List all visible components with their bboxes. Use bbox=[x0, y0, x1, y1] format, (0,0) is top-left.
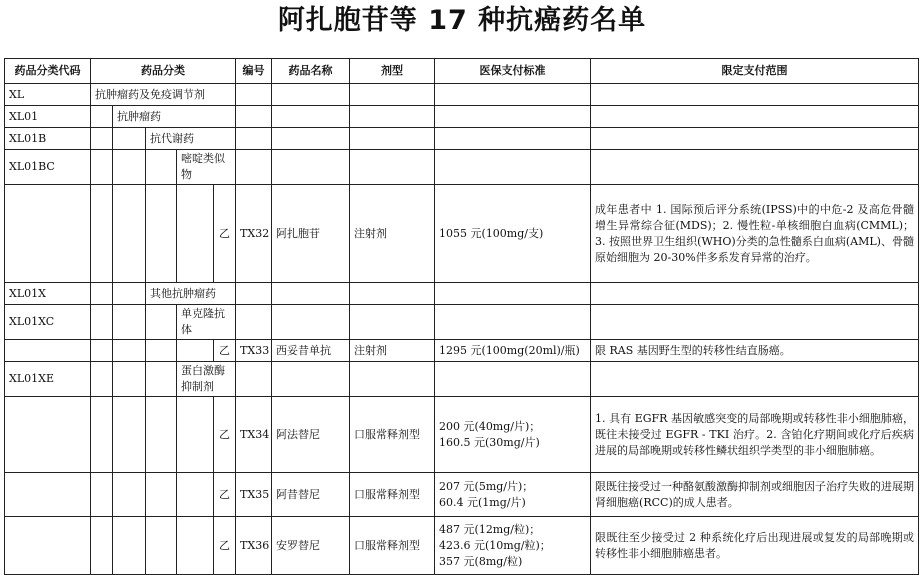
class-code: XL bbox=[5, 84, 91, 106]
number-cell: TX33 bbox=[236, 340, 272, 362]
payment-standard-line: 487 元(12mg/粒)； bbox=[439, 522, 541, 536]
header-standard: 医保支付标准 bbox=[435, 59, 591, 84]
drug-name-cell: 西妥昔单抗 bbox=[272, 340, 350, 362]
header-code: 药品分类代码 bbox=[5, 59, 91, 84]
payment-standard-line: 1295 元(100mg(20ml)/瓶) bbox=[439, 343, 580, 357]
payment-scope-cell: 限既往至少接受过 2 种系统化疗后出现进展或复发的局部晚期或转移性非小细胞肺癌患者。 bbox=[591, 517, 919, 575]
class-name: 其他抗肿瘤药 bbox=[146, 283, 236, 305]
table-row bbox=[5, 397, 919, 473]
number-cell: TX32 bbox=[236, 185, 272, 283]
class-code: XL01XE bbox=[5, 362, 91, 397]
dosage-form-cell: 口服常释剂型 bbox=[350, 517, 435, 575]
table-row bbox=[5, 305, 919, 340]
class-name: 抗代谢药 bbox=[146, 128, 236, 150]
payment-standard-line: 60.4 元(1mg/片) bbox=[439, 495, 526, 509]
payment-standard-line: 200 元(40mg/片)； bbox=[439, 419, 541, 433]
header-number: 编号 bbox=[236, 59, 272, 84]
payment-scope-cell: 成年患者中 1. 国际预后评分系统(IPSS)中的中危-2 及高危骨髓增生异常综合征(MDS)；2. 慢性粒-单核细胞白血病(CMML)；3. 按照世界卫生组织(WHO)分类的急性髓系白血病(AML)、骨髓原始细胞为 20-30%伴多系发育异常的治疗。 bbox=[591, 185, 919, 283]
dosage-form-cell: 注射剂 bbox=[350, 340, 435, 362]
payment-scope-cell: 限既往接受过一种酪氨酸激酶抑制剂或细胞因子治疗失败的进展期肾细胞癌(RCC)的成人患者。 bbox=[591, 473, 919, 517]
grade-cell: 乙 bbox=[214, 397, 236, 473]
table-row bbox=[5, 362, 919, 397]
payment-standard-line: 207 元(5mg/片)； bbox=[439, 479, 534, 493]
table-row bbox=[5, 84, 919, 106]
class-name: 单克隆抗体 bbox=[177, 305, 236, 340]
payment-standard-line: 423.6 元(10mg/粒)； bbox=[439, 538, 551, 552]
header-form: 剂型 bbox=[350, 59, 435, 84]
class-name: 抗肿瘤药 bbox=[113, 106, 236, 128]
class-code: XL01BC bbox=[5, 150, 91, 185]
payment-standard-line: 1055 元(100mg/支) bbox=[439, 226, 544, 240]
drug-name-cell: 阿扎胞苷 bbox=[272, 185, 350, 283]
dosage-form-cell: 注射剂 bbox=[350, 185, 435, 283]
number-cell: TX36 bbox=[236, 517, 272, 575]
table-row bbox=[5, 106, 919, 128]
class-code: XL01 bbox=[5, 106, 91, 128]
payment-standard-line: 160.5 元(30mg/片) bbox=[439, 435, 540, 449]
table-row bbox=[5, 283, 919, 305]
class-name: 嘧啶类似物 bbox=[177, 150, 236, 185]
class-code: XL01XC bbox=[5, 305, 91, 340]
class-code: XL01X bbox=[5, 283, 91, 305]
payment-standard-cell bbox=[435, 397, 591, 473]
dosage-form-cell: 口服常释剂型 bbox=[350, 397, 435, 473]
table-row bbox=[5, 473, 919, 517]
class-name: 蛋白激酶抑制剂 bbox=[177, 362, 236, 397]
drug-list-table bbox=[4, 58, 919, 575]
payment-standard-cell bbox=[435, 473, 591, 517]
drug-name-cell: 阿昔替尼 bbox=[272, 473, 350, 517]
grade-cell: 乙 bbox=[214, 185, 236, 283]
table-row bbox=[5, 185, 919, 283]
payment-scope-cell: 限 RAS 基因野生型的转移性结直肠癌。 bbox=[591, 340, 919, 362]
payment-standard-cell bbox=[435, 185, 591, 283]
grade-cell: 乙 bbox=[214, 473, 236, 517]
document-title: 阿扎胞苷等 17 种抗癌药名单 bbox=[277, 5, 647, 36]
payment-standard-line: 357 元(8mg/粒) bbox=[439, 554, 523, 568]
header-row bbox=[5, 59, 919, 84]
grade-cell: 乙 bbox=[214, 340, 236, 362]
table-row bbox=[5, 340, 919, 362]
grade-cell: 乙 bbox=[214, 517, 236, 575]
payment-standard-cell bbox=[435, 340, 591, 362]
header-name: 药品名称 bbox=[272, 59, 350, 84]
drug-name-cell: 阿法替尼 bbox=[272, 397, 350, 473]
header-scope: 限定支付范围 bbox=[591, 59, 919, 84]
class-name: 抗肿瘤药及免疫调节剂 bbox=[91, 84, 236, 106]
class-code: XL01B bbox=[5, 128, 91, 150]
payment-scope-cell: 1. 具有 EGFR 基因敏感突变的局部晚期或转移性非小细胞肺癌，既往未接受过 EGFR - TKI 治疗。2. 含铂化疗期间或化疗后疾病进展的局部晚期或转移性鳞状组织学类型的非小细胞肺癌。 bbox=[591, 397, 919, 473]
table-row bbox=[5, 150, 919, 185]
dosage-form-cell: 口服常释剂型 bbox=[350, 473, 435, 517]
number-cell: TX34 bbox=[236, 397, 272, 473]
drug-name-cell: 安罗替尼 bbox=[272, 517, 350, 575]
table-row bbox=[5, 128, 919, 150]
header-category: 药品分类 bbox=[91, 59, 236, 84]
number-cell: TX35 bbox=[236, 473, 272, 517]
